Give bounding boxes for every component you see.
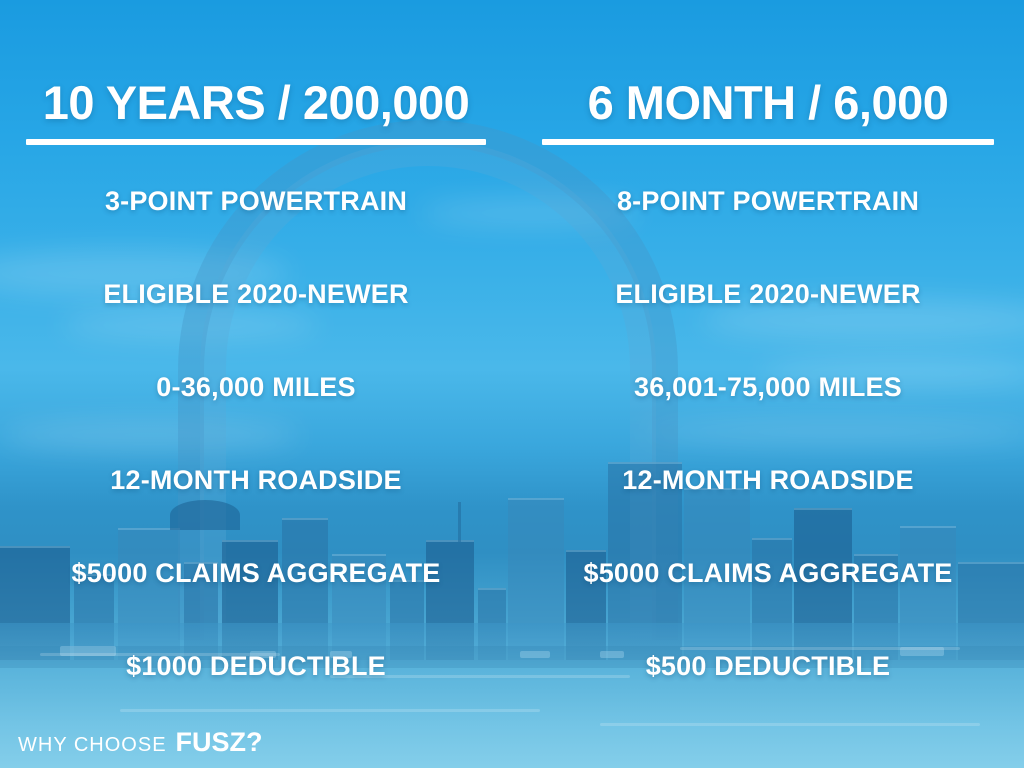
feature-item: 3-POINT POWERTRAIN (104, 186, 408, 217)
feature-item: 0-36,000 MILES (156, 372, 356, 403)
feature-item: 8-POINT POWERTRAIN (616, 186, 920, 217)
feature-item: $1000 DEDUCTIBLE (126, 651, 386, 682)
feature-item: 12-MONTH ROADSIDE (110, 465, 402, 496)
feature-list-right (512, 155, 1024, 713)
plan-heading-right: 6 MONTH / 6,000 (587, 76, 949, 129)
feature-item: $5000 CLAIMS AGGREGATE (71, 558, 441, 589)
feature-item: $500 DEDUCTIBLE (645, 651, 891, 682)
heading-underline-left (26, 139, 486, 145)
feature-item: $5000 CLAIMS AGGREGATE (583, 558, 953, 589)
footer-brand: FUSZ? (175, 727, 263, 757)
feature-item: ELIGIBLE 2020-NEWER (615, 279, 921, 310)
plan-column-left (0, 78, 512, 713)
plan-heading-left: 10 YEARS / 200,000 (42, 76, 470, 129)
feature-item: ELIGIBLE 2020-NEWER (103, 279, 409, 310)
footer-tagline (18, 727, 263, 758)
plan-columns (0, 78, 1024, 713)
feature-item: 12-MONTH ROADSIDE (622, 465, 914, 496)
feature-list-left (0, 155, 512, 713)
footer-prefix: WHY CHOOSE (18, 734, 167, 756)
heading-underline-right (542, 139, 994, 145)
plan-column-right (512, 78, 1024, 713)
feature-item: 36,001-75,000 MILES (634, 372, 902, 403)
